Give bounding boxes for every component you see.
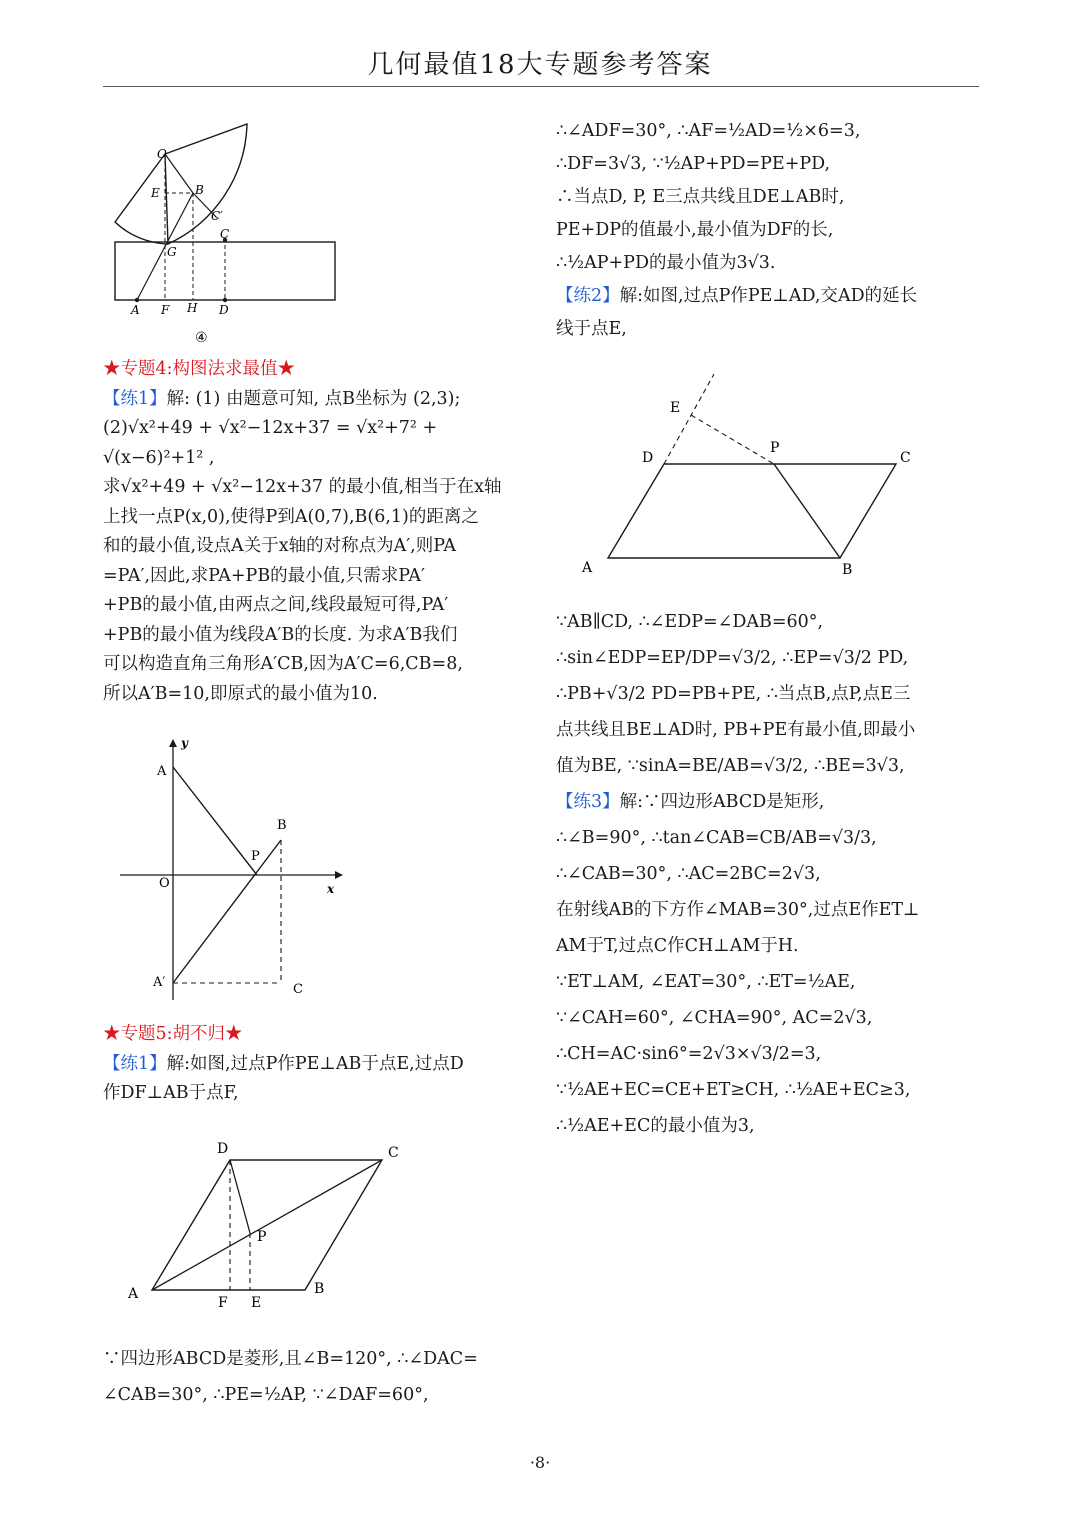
practice3-line-7: ∴CH=AC·sin6°=2√3×√3/2=3,	[556, 1044, 822, 1064]
practice3-line-1: ∴∠B=90°, ∴tan∠CAB=CB/AB=√3/3,	[556, 828, 877, 848]
practice2-line-1: 线于点E,	[556, 319, 627, 339]
topic5-heading: ★专题5:胡不归★	[103, 1024, 243, 1044]
fig4-label-A: A	[131, 303, 140, 317]
rhombus-label-P: P	[257, 1229, 267, 1245]
right-line-a2: ∴当点D, P, E三点共线且DE⊥AB时,	[556, 187, 845, 207]
practice3-line-9: ∴½AE+EC的最小值为3,	[556, 1116, 755, 1136]
rhombus-label-A: A	[128, 1286, 139, 1302]
right-column-top	[556, 115, 981, 346]
practice3-line-6: ∵∠CAH=60°, ∠CHA=90°, AC=2√3,	[556, 1008, 873, 1028]
practice1-line-0: 【练1】解: (1) 由题意可知, 点B坐标为 (2,3);	[103, 388, 461, 409]
figure-sector-rectangle	[105, 118, 345, 348]
rhombus-label-B: B	[314, 1281, 325, 1297]
axes-label-A-prime: A′	[153, 975, 166, 990]
rhombus-label-E: E	[251, 1295, 262, 1311]
figure-rhombus-svg	[120, 1135, 410, 1315]
practice3-line-4: AM于T,过点C作CH⊥AM于H.	[556, 936, 799, 956]
practice3-line-8: ∵½AE+EC=CE+ET≥CH, ∴½AE+EC≥3,	[556, 1080, 911, 1100]
right-line-a1: ∴DF=3√3, ∵½AP+PD=PE+PD,	[556, 154, 831, 174]
practice1-line-7: +PB的最小值,由两点之间,线段最短可得,PA′	[103, 595, 449, 615]
axes-label-P: P	[251, 849, 260, 864]
practice1-line-6: =PA′,因此,求PA+PB的最小值,只需求PA′	[103, 565, 426, 586]
page-number: ·8·	[529, 1453, 551, 1472]
axes-label-B: B	[277, 818, 287, 833]
axes-label-x: x	[327, 882, 335, 896]
figure-sector-rectangle-svg	[105, 118, 345, 348]
page-title: 几何最值18大专题参考答案	[367, 50, 713, 80]
fig4-label-O: O	[157, 147, 167, 161]
practice3-tag: 【练3】	[556, 792, 620, 812]
practice1-tag: 【练1】	[103, 388, 167, 409]
figure-rhombus	[120, 1135, 410, 1315]
fig4-label-C-prime: C′	[211, 209, 223, 223]
header-divider	[103, 86, 979, 87]
para-label-A: A	[582, 560, 593, 576]
right-line-a4: ∴½AP+PD的最小值为3√3.	[556, 253, 776, 273]
practice2-tag: 【练2】	[556, 286, 620, 306]
rhombus-label-D: D	[217, 1141, 229, 1157]
practice1-line-4: 上找一点P(x,0),使得P到A(0,7),B(6,1)的距离之	[103, 506, 479, 527]
rhombus-proof-line-1: ∠CAB=30°, ∴PE=½AP, ∵∠DAF=60°,	[103, 1385, 429, 1405]
right-line-a0: ∴∠ADF=30°, ∴AF=½AD=½×6=3,	[556, 121, 861, 141]
para-label-P: P	[770, 440, 780, 456]
fig4-label-B: B	[195, 183, 204, 197]
practice1-line-8: +PB的最小值为线段A′B的长度. 为求A′B我们	[103, 624, 458, 645]
right-line-a3: PE+DP的值最小,最小值为DF的长,	[556, 220, 834, 240]
fig4-label-D: D	[219, 303, 229, 317]
practice3-line-5: ∵ET⊥AM, ∠EAT=30°, ∴ET=½AE,	[556, 972, 856, 992]
practice3-line-2: ∴∠CAB=30°, ∴AC=2BC=2√3,	[556, 864, 821, 884]
practice3-line-0: 【练3】解:∵四边形ABCD是矩形,	[556, 792, 825, 812]
fig4-label-C: C	[220, 227, 230, 241]
rhombus-label-C: C	[388, 1145, 399, 1161]
practice5-line-0: 【练1】解:如图,过点P作PE⊥AB于点E,过点D	[103, 1053, 464, 1074]
fig4-caption: ④	[195, 330, 208, 346]
right-line-b1: ∴sin∠EDP=EP/DP=√3/2, ∴EP=√3/2 PD,	[556, 648, 909, 668]
right-line-b0: ∵AB∥CD, ∴∠EDP=∠DAB=60°,	[556, 612, 824, 632]
right-line-b2: ∴PB+√3/2 PD=PB+PE, ∴当点B,点P,点E三	[556, 684, 911, 704]
practice1-line-3: 求√x²+49 + √x²−12x+37 的最小值,相当于在x轴	[103, 477, 502, 497]
practice5-tag: 【练1】	[103, 1053, 167, 1074]
figure-axes	[115, 735, 355, 1000]
axes-label-y: y	[181, 736, 188, 750]
axes-label-A: A	[157, 764, 167, 779]
topic4-heading: ★专题4:构图法求最值★	[103, 359, 296, 379]
practice1-line-2: √(x−6)²+1² ,	[103, 447, 215, 468]
left-column-lower	[103, 1020, 528, 1109]
practice2-line-0: 【练2】解:如图,过点P作PE⊥AD,交AD的延长	[556, 286, 918, 306]
fig4-label-F: F	[161, 303, 170, 317]
axes-label-C: C	[293, 982, 303, 997]
rhombus-label-F: F	[218, 1295, 228, 1311]
figure-axes-svg	[115, 735, 355, 1000]
left-column	[103, 355, 528, 709]
right-line-b4: 值为BE, ∵sinA=BE/AB=√3/2, ∴BE=3√3,	[556, 756, 905, 776]
para-label-D: D	[642, 450, 654, 466]
para-label-B: B	[842, 562, 853, 578]
fig4-label-E: E	[151, 186, 160, 200]
left-column-bottom	[103, 1341, 528, 1413]
figure-parallelogram-svg	[578, 368, 928, 583]
right-column-middle	[556, 604, 981, 1144]
rhombus-proof-line-0: ∵四边形ABCD是菱形,且∠B=120°, ∴∠DAC=	[103, 1349, 478, 1369]
right-line-b3: 点共线且BE⊥AD时, PB+PE有最小值,即最小	[556, 720, 916, 740]
axes-label-O: O	[159, 876, 170, 891]
practice5-line-1: 作DF⊥AB于点F,	[103, 1083, 239, 1103]
fig4-label-G: G	[167, 245, 177, 259]
para-label-C: C	[900, 450, 911, 466]
practice1-line-1: (2)√x²+49 + √x²−12x+37 = √x²+7² +	[103, 418, 438, 438]
para-label-E: E	[670, 400, 681, 416]
practice1-line-9: 可以构造直角三角形A′CB,因为A′C=6,CB=8,	[103, 654, 463, 674]
practice1-line-5: 和的最小值,设点A关于x轴的对称点为A′,则PA	[103, 536, 457, 556]
practice1-line-10: 所以A′B=10,即原式的最小值为10.	[103, 683, 378, 704]
fig4-label-H: H	[187, 301, 198, 315]
figure-parallelogram	[578, 368, 928, 583]
practice3-line-3: 在射线AB的下方作∠MAB=30°,过点E作ET⊥	[556, 900, 920, 920]
